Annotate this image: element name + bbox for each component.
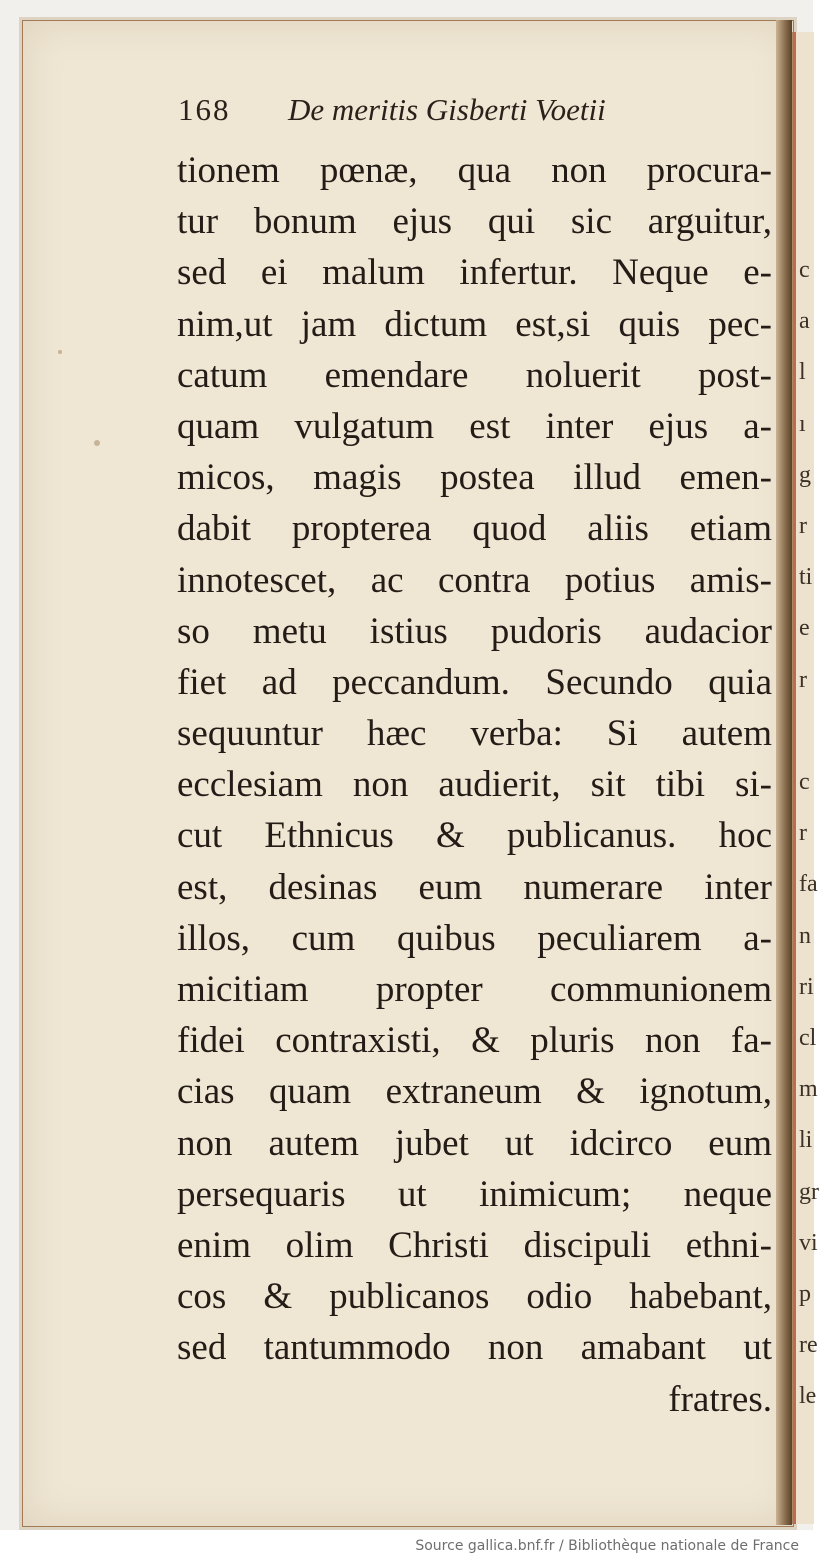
facing-page-edge: [792, 32, 819, 1524]
text-line: micitiam propter communionem: [177, 969, 772, 1010]
text-line: tur bonum ejus qui sic arguitur,: [177, 201, 772, 243]
text-line: sequuntur hæc verba: Si autem: [177, 713, 772, 755]
facing-page-fragment: cl: [799, 1025, 817, 1051]
text-line: ecclesiam non audierit, sit tibi si-: [177, 764, 772, 806]
text-line: sed ei malum infertur. Neque e-: [177, 252, 772, 294]
running-title: De meritis Gisberti Voetii: [288, 92, 606, 127]
text-line: est, desinas eum numerare inter: [177, 866, 772, 908]
body-text: [177, 145, 772, 1425]
paper-spot: [94, 440, 100, 446]
text-line: micos, magis postea illud emen-: [177, 457, 772, 499]
text-line: sed tantummodo non amabant ut: [177, 1327, 772, 1369]
text-line: catum emendare noluerit post-: [177, 354, 772, 396]
text-line: illos, cum quibus peculiarem a-: [177, 917, 772, 959]
facing-page-fragment: ı: [799, 410, 806, 437]
facing-page-fragment: r: [799, 666, 807, 693]
facing-page-fragment: p: [799, 1281, 811, 1307]
text-line: quam vulgatum est inter ejus a-: [177, 405, 772, 447]
facing-page-red-edge: [793, 32, 796, 1524]
facing-page-fragment: li: [799, 1127, 813, 1154]
facing-page-fragment: ti: [799, 564, 813, 591]
text-line: cias quam extraneum & ignotum,: [177, 1071, 772, 1113]
facing-page-fragment: n: [799, 922, 811, 949]
facing-page-fragment: g: [799, 461, 811, 488]
text-line: tionem pœnæ, qua non procura-: [177, 150, 772, 191]
text-line: dabit propterea quod aliis etiam: [177, 508, 772, 550]
source-footer: Source gallica.bnf.fr / Bibliothèque nationale de France: [415, 1538, 799, 1554]
facing-page-fragment: gr: [799, 1178, 819, 1205]
facing-page-fragment: ri: [799, 973, 814, 1000]
facing-page-fragment: r: [799, 820, 807, 847]
facing-page-fragment: e: [799, 615, 810, 642]
text-line: fidei contraxisti, & pluris non fa-: [177, 1020, 772, 1062]
facing-page-fragment: c: [799, 257, 810, 283]
page-header: [178, 92, 778, 132]
text-line: non autem jubet ut idcirco eum: [177, 1122, 772, 1164]
text-line: enim olim Christi discipuli ethni-: [177, 1224, 772, 1266]
facing-page-fragment: r: [799, 513, 807, 539]
text-line: persequaris ut inimicum; neque: [177, 1173, 772, 1215]
paper-spot: [58, 350, 62, 354]
text-line: cut Ethnicus & publicanus. hoc: [177, 815, 772, 857]
facing-page-fragment: vi: [799, 1229, 818, 1256]
text-line: so metu istius pudoris audacior: [177, 610, 772, 652]
text-line: nim,ut jam dictum est,si quis pec-: [177, 303, 772, 345]
page-number: 168: [178, 92, 231, 127]
facing-page-fragment: c: [799, 769, 810, 795]
facing-page-fragment: re: [799, 1332, 818, 1359]
text-line-final: fratres.: [668, 1378, 772, 1420]
book-gutter: [776, 20, 792, 1525]
text-line: innotescet, ac contra potius amis-: [177, 559, 772, 601]
facing-page-fragment: l: [799, 359, 806, 386]
facing-page-fragment: m: [799, 1076, 818, 1103]
facing-page-fragment: fa: [799, 871, 818, 898]
facing-page-fragment: le: [799, 1383, 817, 1410]
facing-page-fragment: a: [799, 308, 810, 335]
text-line: fiet ad peccandum. Secundo quia: [177, 661, 772, 703]
text-line: cos & publicanos odio habebant,: [177, 1276, 772, 1318]
